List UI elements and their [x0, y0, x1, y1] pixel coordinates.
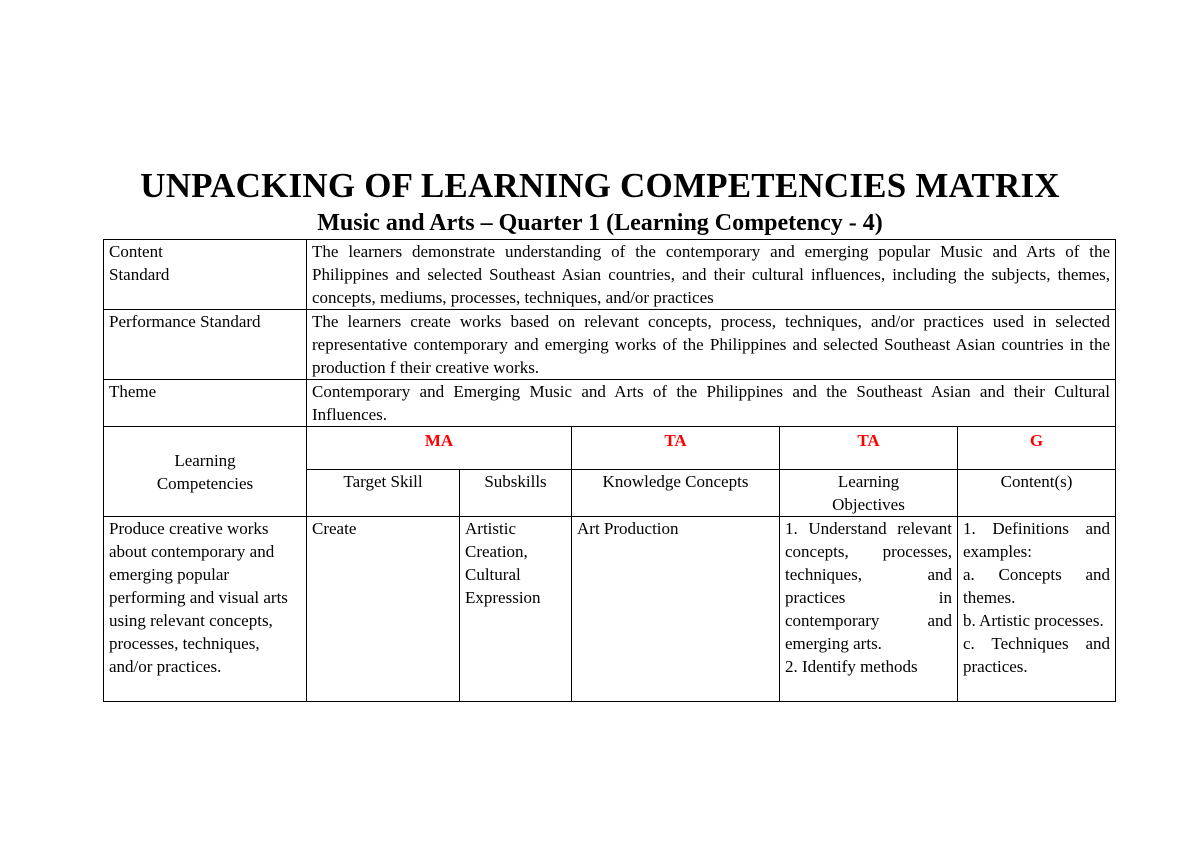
header-target-skill: Target Skill	[307, 470, 460, 517]
competencies-matrix-table	[103, 239, 1116, 702]
content-item: b. Artistic processes.	[963, 611, 1104, 630]
content-item: c. Techniques and practices.	[963, 634, 1111, 676]
competency-text: Produce creative works about contemporary and emerging popular performing and visual arts using relevant concepts, processes, techniques, and/or practices.	[104, 517, 307, 702]
theme-label: Theme	[104, 380, 307, 427]
performance-standard-label: Performance Standard	[104, 310, 307, 380]
theme-row	[104, 380, 1116, 427]
header-knowledge-concepts: Knowledge Concepts	[572, 470, 780, 517]
knowledge-concepts-value: Art Production	[572, 517, 780, 702]
subskills-value: Artistic Creation, Cultural Expression	[460, 517, 572, 702]
content-standard-label: Content Standard	[104, 240, 307, 310]
competency-row	[104, 517, 1116, 702]
code-g: G	[958, 427, 1116, 470]
learning-objectives-cell	[780, 517, 958, 702]
performance-standard-text: The learners create works based on relevant concepts, process, techniques, and/or practices used in selected representative contemporary and emerging works of the Philippines and selected Southeast Asian countries in the production f their creative works.	[307, 310, 1116, 380]
performance-standard-row	[104, 310, 1116, 380]
learning-objective-item: 2. Identify methods	[785, 657, 918, 676]
header-contents: Content(s)	[958, 470, 1116, 517]
header-subskills: Subskills	[460, 470, 572, 517]
contents-cell	[958, 517, 1116, 702]
code-row	[104, 427, 1116, 470]
code-ma: MA	[307, 427, 572, 470]
code-ta-knowledge: TA	[572, 427, 780, 470]
content-item: 1. Definitions and examples:	[963, 519, 1111, 561]
content-standard-text: The learners demonstrate understanding of the contemporary and emerging popular Music and Arts of the Philippines and selected Southeast Asian countries, and their cultural influences, including the subjects, themes, concepts, mediums, processes, techniques, and/or practices	[307, 240, 1116, 310]
theme-text: Contemporary and Emerging Music and Arts of the Philippines and the Southeast Asian and their Cultural Influences.	[307, 380, 1116, 427]
target-skill-value: Create	[307, 517, 460, 702]
learning-objective-item: 1. Understand relevant concepts, processes, techniques, and practices in contemporary and emerging arts.	[785, 519, 952, 653]
learning-competencies-label: Learning Competencies	[104, 427, 307, 517]
header-learning-objectives: Learning Objectives	[780, 470, 958, 517]
page-subtitle: Music and Arts – Quarter 1 (Learning Competency - 4)	[317, 210, 883, 236]
content-standard-row	[104, 240, 1116, 310]
content-item: a. Concepts and themes.	[963, 565, 1111, 607]
page-title: UNPACKING OF LEARNING COMPETENCIES MATRIX	[140, 166, 1060, 205]
code-ta-objectives: TA	[780, 427, 958, 470]
